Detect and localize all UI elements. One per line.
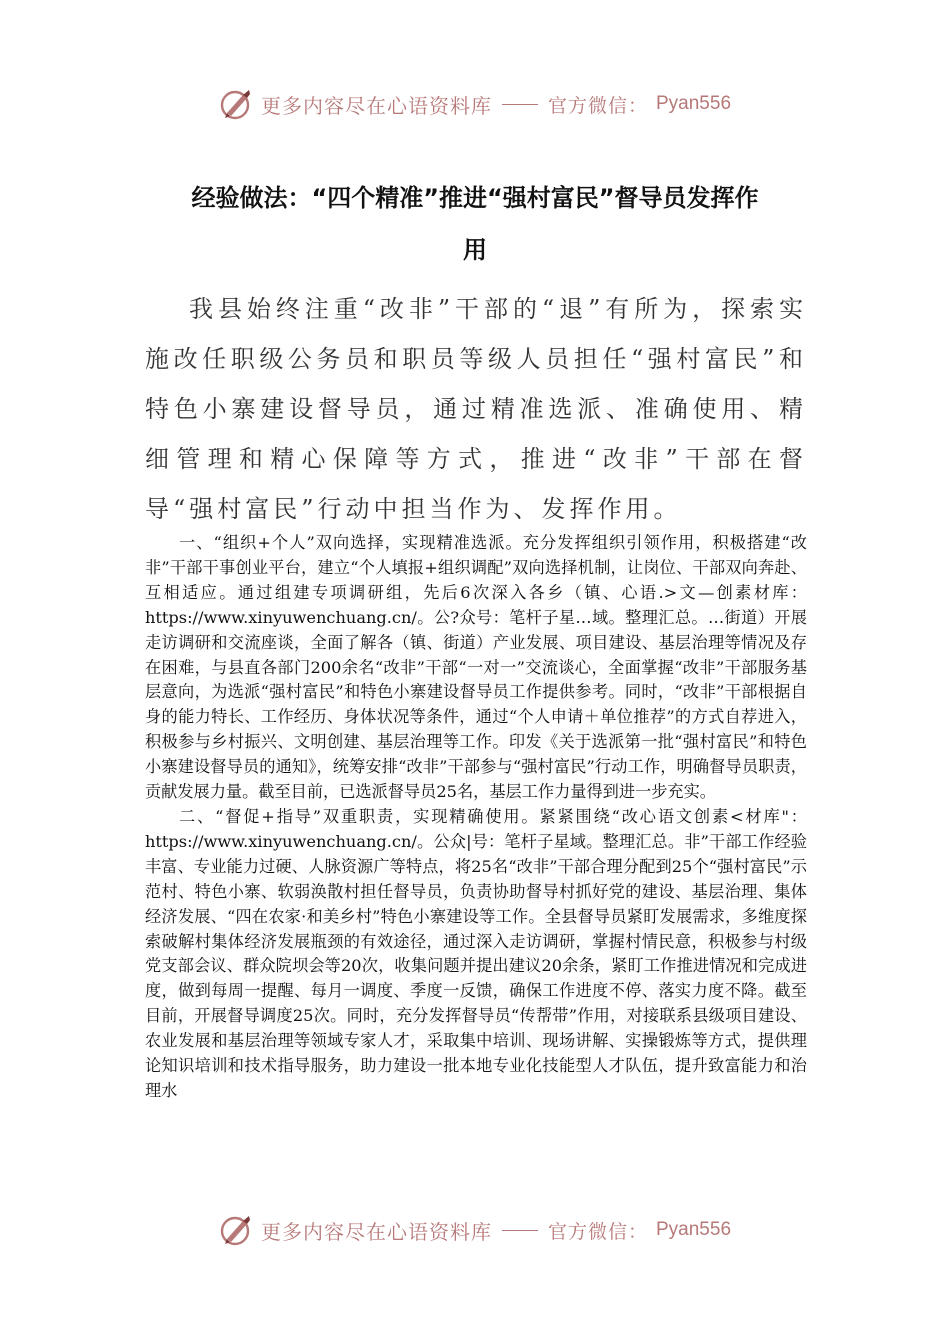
banner-text: 更多内容尽在心语资料库: [260, 1219, 492, 1244]
footer-banner: [0, 1210, 950, 1250]
title-line-1: 经验做法：“四个精准”推进“强村富民”督导员发挥作: [191, 184, 759, 212]
pen-logo-icon: [219, 87, 253, 121]
title-line-2: 用: [463, 236, 487, 264]
document-title: [145, 172, 805, 276]
banner-contact-label: 官方微信：: [547, 94, 648, 117]
banner-separator: [502, 104, 538, 105]
body-paragraph-2: 二、“督促+指导”双重职责，实现精确使用。紧紧围绕“改心语文创素<材库"：https://www.xinyuwenchuang.cn/。公众|号：笔杆子星域。整理汇总。非”干部工作经验丰富、专业能力过硬、人脉资源广等特点，将25名“改非”干部合理分配到25个“强村富民”示范村、特色小寨、软弱涣散村担任督导员，负责协助督导村抓好党的建设、基层治理、集体经济发展、“四在农家·和美乡村”特色小寨建设等工作。全县督导员紧盯发展需求，多维度探索破解村集体经济发展瓶颈的有效途径，通过深入走访调研，掌握村情民意，积极参与村级党支部会议、群众院坝会等20次，收集问题并提出建议20余条，紧盯工作推进情况和完成进度，做到每周一提醒、每月一调度、季度一反馈，确保工作进度不停、落实力度不降。截至目前，开展督导调度25次。同时，充分发挥督导员“传帮带”作用，对接联系县级项目建设、农业发展和基层治理等领域专家人才，采取集中培训、现场讲解、实操锻炼等方式，提供理论知识培训和技术指导服务，助力建设一批本地专业化技能型人才队伍，提升致富能力和治理水: [145, 806, 807, 1100]
banner-separator: [502, 1230, 538, 1231]
lead-paragraph: 我县始终注重“改非”干部的“退”有所为，探索实施改任职级公务员和职员等级人员担任“强村富民”和特色小寨建设督导员，通过精准选派、准确使用、精细管理和精心保障等方式，推进“改非”干部在督导“强村富民”行动中担当作为、发挥作用。: [145, 295, 807, 523]
banner-contact-id: Pyan556: [656, 1219, 732, 1240]
banner-text: 更多内容尽在心语资料库: [260, 93, 492, 118]
document-body: [145, 531, 807, 1104]
banner-contact-id: Pyan556: [656, 93, 732, 114]
pen-logo-icon: [219, 1213, 253, 1247]
banner-contact-label: 官方微信：: [547, 1220, 648, 1243]
header-banner: [0, 84, 950, 124]
body-paragraph-1: 一、“组织+个人”双向选择，实现精准选派。充分发挥组织引领作用，积极搭建“改非”干部干事创业平台，建立“个人填报+组织调配”双向选择机制，让岗位、干部双向奔赴、互相适应。通过组建专项调研组，先后6次深入各乡（镇、心语.>文—创素材库：https://www.xinyuwenchuang.cn/。公?众号：笔杆子星…域。整理汇总。…街道）开展走访调研和交流座谈，全面了解各（镇、街道）产业发展、项目建设、基层治理等情况及存在困难，与县直各部门200余名“改非”干部“一对一”交流谈心，全面掌握“改非”干部服务基层意向，为选派“强村富民”和特色小寨建设督导员工作提供参考。同时，“改非”干部根据自身的能力特长、工作经历、身体状况等条件，通过“个人申请＋单位推荐”的方式自荐进入，积极参与乡村振兴、文明创建、基层治理等工作。印发《关于选派第一批“强村富民”和特色小寨建设督导员的通知》，统筹安排“改非”干部参与“强村富民”行动工作，明确督导员职责，贡献发展力量。截至目前，已选派督导员25名，基层工作力量得到进一步充实。: [145, 533, 807, 802]
